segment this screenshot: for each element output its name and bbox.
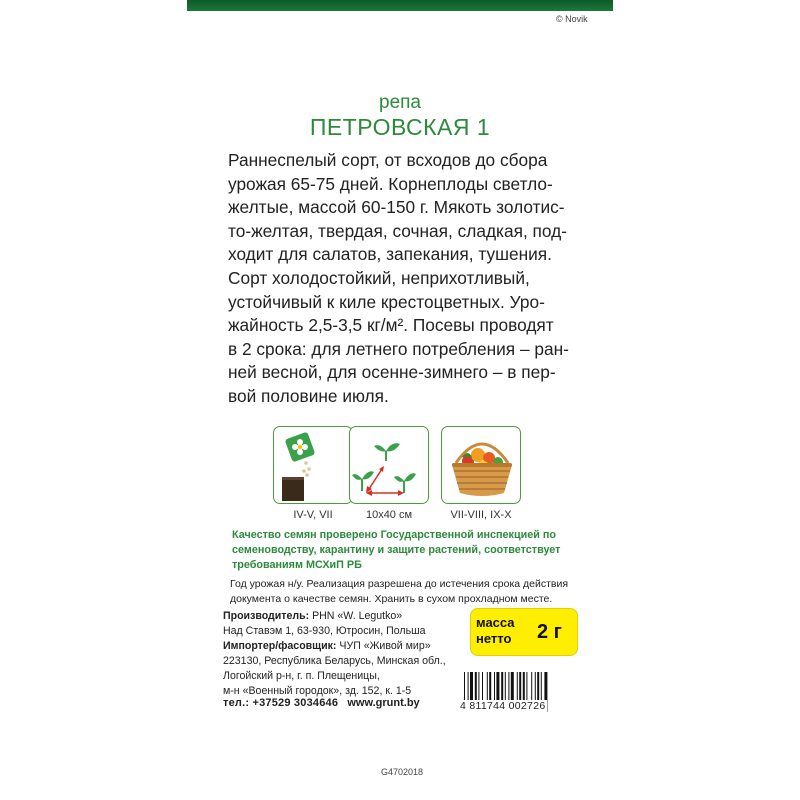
storage-notice (230, 577, 590, 606)
description (228, 149, 576, 409)
manufacturer-label: Производитель: (223, 610, 310, 622)
spacing-icon (349, 426, 429, 504)
importer-address-line: м-н «Военный городок», зд. 152, к. 1-5 (223, 685, 412, 697)
harvest-basket-icon (441, 426, 521, 504)
copyright: © Novik (556, 14, 588, 24)
description-line: устойчивый к киле крестоцветных. Уро- (228, 291, 545, 312)
description-line: желтые, массой 60-150 г. Мякоть золотис- (228, 197, 565, 218)
description-line: урожая 65-75 дней. Корнеплоды светло- (228, 173, 553, 194)
net-weight-badge (470, 608, 578, 656)
importer-address-line: Логойский р-н, г. п. Плещеницы, (223, 670, 380, 682)
product-subtitle: репа (379, 92, 421, 113)
description-line: ходит для салатов, запекания, тушения. (228, 244, 552, 265)
product-title: ПЕТРОВСКАЯ 1 (309, 114, 491, 140)
net-weight-label-line: масса (476, 615, 515, 630)
net-weight-label (476, 615, 515, 647)
product-code: G4702018 (381, 767, 424, 777)
manufacturer-info (223, 609, 468, 699)
manufacturer-name: PHN «W. Legutko» (309, 610, 403, 622)
quality-notice (232, 528, 572, 573)
storage-line: Год урожая н/у. Реализация разрешена до истечения срока действия (230, 578, 569, 590)
description-line: ней весной, для осенне-зимнего – в пер- (228, 362, 556, 383)
phone-number: тел.: +37529 3034646 (223, 697, 339, 709)
harvest-period-label: VII-VIII, IX-X (450, 509, 512, 521)
importer-name: ЧУП «Живой мир» (336, 640, 431, 652)
quality-line: Качество семян проверено Государственной инспекцией по (232, 529, 556, 541)
website-link[interactable]: www.grunt.by (347, 697, 420, 709)
top-brand-bar (187, 0, 613, 11)
storage-line: документа о качестве семян. Хранить в сухом прохладном месте. (230, 592, 553, 605)
description-line: вой половине июля. (228, 385, 389, 406)
description-line: то-желтая, твердая, сочная, сладкая, под- (228, 220, 567, 241)
quality-line: требованиям МСХиП РБ (232, 559, 362, 571)
description-line: Сорт холодостойкий, неприхотливый, (228, 267, 530, 288)
description-line: жайность 2,5-3,5 кг/м². Посевы проводят (228, 315, 554, 336)
description-line: в 2 срока: для летнего потребления – ран- (228, 338, 569, 359)
sowing-icon (273, 426, 353, 504)
net-weight-value: 2 г (537, 621, 563, 643)
description-line: Раннеспелый сорт, от всходов до сбора (228, 150, 548, 170)
contacts (223, 697, 420, 709)
importer-label: Импортер/фасовщик: (223, 640, 337, 652)
manufacturer-address: Над Ставэм 1, 63-930, Ютросин, Польша (223, 625, 426, 637)
barcode-digits: 4 811744 002726 (460, 700, 546, 712)
spacing-label: 10х40 см (365, 509, 413, 521)
net-weight-label-line: нетто (476, 631, 512, 646)
sowing-period-label: IV-V, VII (293, 509, 333, 521)
quality-line: семеноводству, карантину и защите растений, соответствует (232, 544, 561, 556)
importer-address-line: 223130, Республика Беларусь, Минская обл., (223, 655, 446, 667)
